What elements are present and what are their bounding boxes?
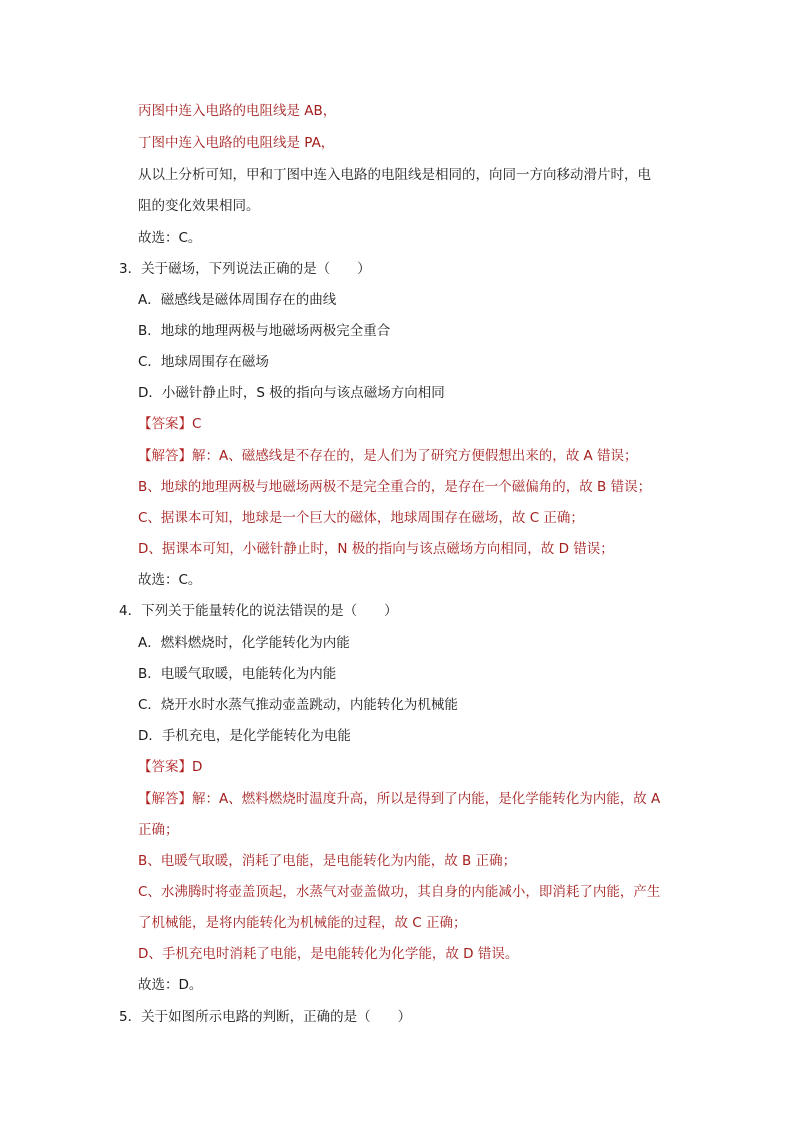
option-a: A．燃料燃烧时，化学能转化为内能 [138, 635, 350, 651]
option-d: D．小磁针静止时，S 极的指向与该点磁场方向相同 [138, 385, 445, 401]
answer-line [138, 415, 201, 433]
analysis-line: D、据课本可知，小磁针静止时，N 极的指向与该点磁场方向相同，故 D 错误； [138, 541, 614, 557]
analysis-line: B、地球的地理两极与地磁场两极不是完全重合的，是存在一个磁偏角的，故 B 错误； [138, 479, 652, 495]
choose-line: 故选：D。 [138, 977, 203, 993]
option-d: D．手机充电，是化学能转化为电能 [138, 728, 351, 744]
solution-line: 阻的变化效果相同。 [138, 198, 260, 214]
solution-line: 从以上分析可知，甲和丁图中连入电路的电阻线是相同的，向同一方向移动滑片时，电 [138, 167, 651, 183]
option-c: C．地球周围存在磁场 [138, 354, 269, 370]
question-stem: 4．下列关于能量转化的说法错误的是（ ） [119, 603, 398, 619]
analysis-line: 了机械能，是将内能转化为机械能的过程，故 C 正确； [138, 915, 467, 931]
answer-line [138, 758, 202, 776]
choose-line: 故选：C。 [138, 230, 202, 246]
analysis-text: 解：A、燃料燃烧时温度升高，所以是得到了内能，是化学能转化为内能，故 A [192, 791, 661, 807]
solution-line: 丙图中连入电路的电阻线是 AB， [138, 103, 337, 119]
analysis-line [138, 790, 660, 808]
option-a: A．磁感线是磁体周围存在的曲线 [138, 292, 337, 308]
question-stem: 5．关于如图所示电路的判断，正确的是（ ） [119, 1009, 412, 1025]
analysis-line: 正确； [138, 822, 179, 838]
analysis-line: D、手机充电时消耗了电能，是电能转化为化学能，故 D 错误。 [138, 946, 519, 962]
answer-value: C [192, 416, 202, 432]
analysis-line: C、水沸腾时将壶盖顶起，水蒸气对壶盖做功，其自身的内能减小，即消耗了内能，产生 [138, 884, 661, 900]
solution-line: 丁图中连入电路的电阻线是 PA， [138, 135, 335, 151]
analysis-tag: 【解答】 [138, 448, 192, 464]
answer-tag: 【答案】 [138, 416, 192, 432]
choose-line: 故选：C。 [138, 572, 202, 588]
analysis-line: B、电暖气取暖，消耗了电能，是电能转化为内能，故 B 正确； [138, 853, 517, 869]
analysis-tag: 【解答】 [138, 791, 192, 807]
answer-tag: 【答案】 [138, 759, 192, 775]
analysis-line: C、据课本可知，地球是一个巨大的磁体，地球周围存在磁场，故 C 正确； [138, 510, 584, 526]
answer-value: D [192, 759, 203, 775]
analysis-line [138, 447, 638, 465]
option-b: B．电暖气取暖，电能转化为内能 [138, 666, 337, 682]
option-c: C．烧开水时水蒸气推动壶盖跳动，内能转化为机械能 [138, 697, 458, 713]
analysis-text: 解：A、磁感线是不存在的，是人们为了研究方便假想出来的，故 A 错误； [192, 448, 638, 464]
question-stem: 3．关于磁场，下列说法正确的是（ ） [119, 261, 371, 277]
option-b: B．地球的地理两极与地磁场两极完全重合 [138, 323, 391, 339]
